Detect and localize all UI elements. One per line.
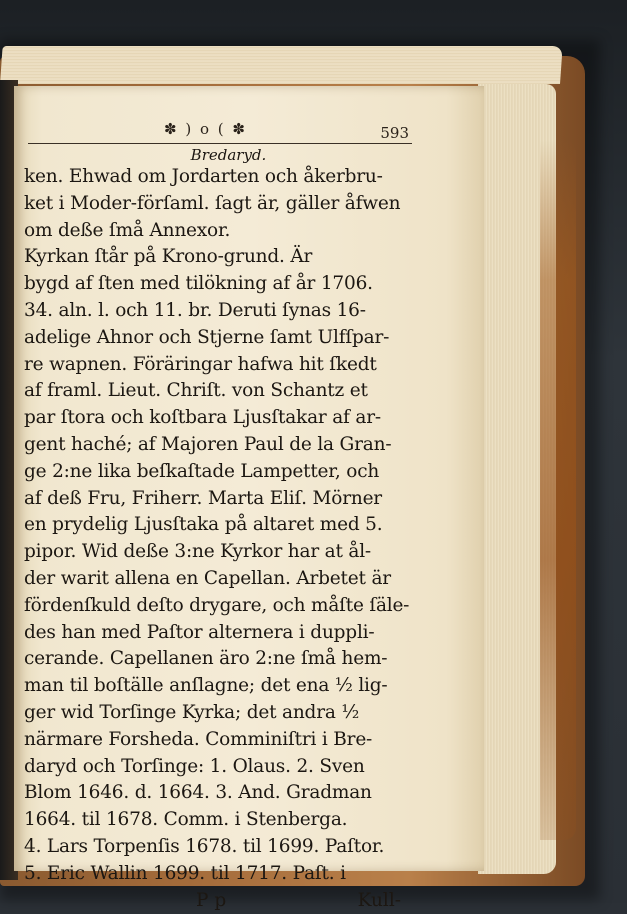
text-line: der warit allena en Capellan. Arbetet är	[24, 567, 391, 589]
text-line: ken. Ehwad om Jordarten och åkerbru-	[24, 166, 383, 187]
text-line: fördenſkuld deſto drygare, och måſte ſäle-	[24, 594, 410, 616]
text-line: pipor. Wid deße 3:ne Kyrkor har at ål-	[24, 541, 371, 563]
text-line: cerande. Capellanen äro 2:ne ſmå hem-	[24, 648, 388, 670]
text-line: Blom 1646. d. 1664. 3. And. Gradman	[24, 782, 372, 804]
text-line: af deß Fru, Friherr. Marta Eliſ. Mörner	[24, 487, 382, 509]
page-footer	[24, 888, 409, 914]
fore-edge-stain	[540, 140, 576, 840]
text-line: des han med Paſtor alternera i duppli-	[24, 621, 375, 643]
text-line: daryd och Torſinge: 1. Olaus. 2. Sven	[24, 755, 365, 777]
text-line: gent haché; af Majoren Paul de la Gran-	[24, 433, 392, 455]
text-line: par ſtora och koſtbara Ljusſtakar af ar-	[24, 407, 381, 429]
text-line: en prydelig Ljusſtaka på altaret med 5.	[24, 514, 383, 536]
running-head: Bredaryd.	[190, 146, 267, 164]
catchword: Kull-	[357, 889, 401, 911]
text-line: närmare Forsheda. Comminiſtri i Bre-	[24, 728, 373, 750]
header-ornament: ✽ ) o ( ✽	[164, 120, 247, 138]
page-number: 593	[380, 124, 409, 142]
text-line: 34. aln. l. och 11. br. Deruti ſynas 16-	[24, 299, 366, 321]
page-text-area	[24, 118, 410, 911]
text-line: ket i Moder-förſaml. ſagt är, gäller åfwen	[24, 192, 401, 214]
text-line: man til boſtälle anſlagne; det ena ½ lig-	[24, 675, 388, 697]
text-line: ger wid Torſinge Kyrka; det andra ½	[24, 701, 360, 723]
signature-mark: P p	[196, 889, 227, 911]
page-header	[24, 118, 409, 144]
text-line: adelige Ahnor och Stjerne ſamt Ulfſpar-	[24, 326, 390, 348]
header-rule	[28, 143, 412, 144]
body-text	[24, 164, 409, 888]
text-line: re wapnen. Föräringar hafwa hit ſkedt	[24, 353, 377, 375]
text-line: af framl. Lieut. Chriſt. von Schantz et	[24, 380, 368, 402]
text-line: om deße ſmå Annexor.	[24, 219, 231, 241]
text-line: 4. Lars Torpenſis 1678. til 1699. Paſtor.	[24, 835, 385, 857]
text-line: bygd af ſten med tilökning af år 1706.	[24, 273, 373, 295]
text-line: 5. Eric Wallin 1699. til 1717. Paſt. i	[24, 862, 346, 884]
text-line: Kyrkan ſtår på Krono-grund. Är	[24, 246, 313, 268]
text-line: ge 2:ne lika beſkaſtade Lampetter, och	[24, 460, 380, 482]
page-block-top-edge	[0, 46, 563, 84]
text-line: 1664. til 1678. Comm. i Stenberga.	[24, 809, 348, 831]
